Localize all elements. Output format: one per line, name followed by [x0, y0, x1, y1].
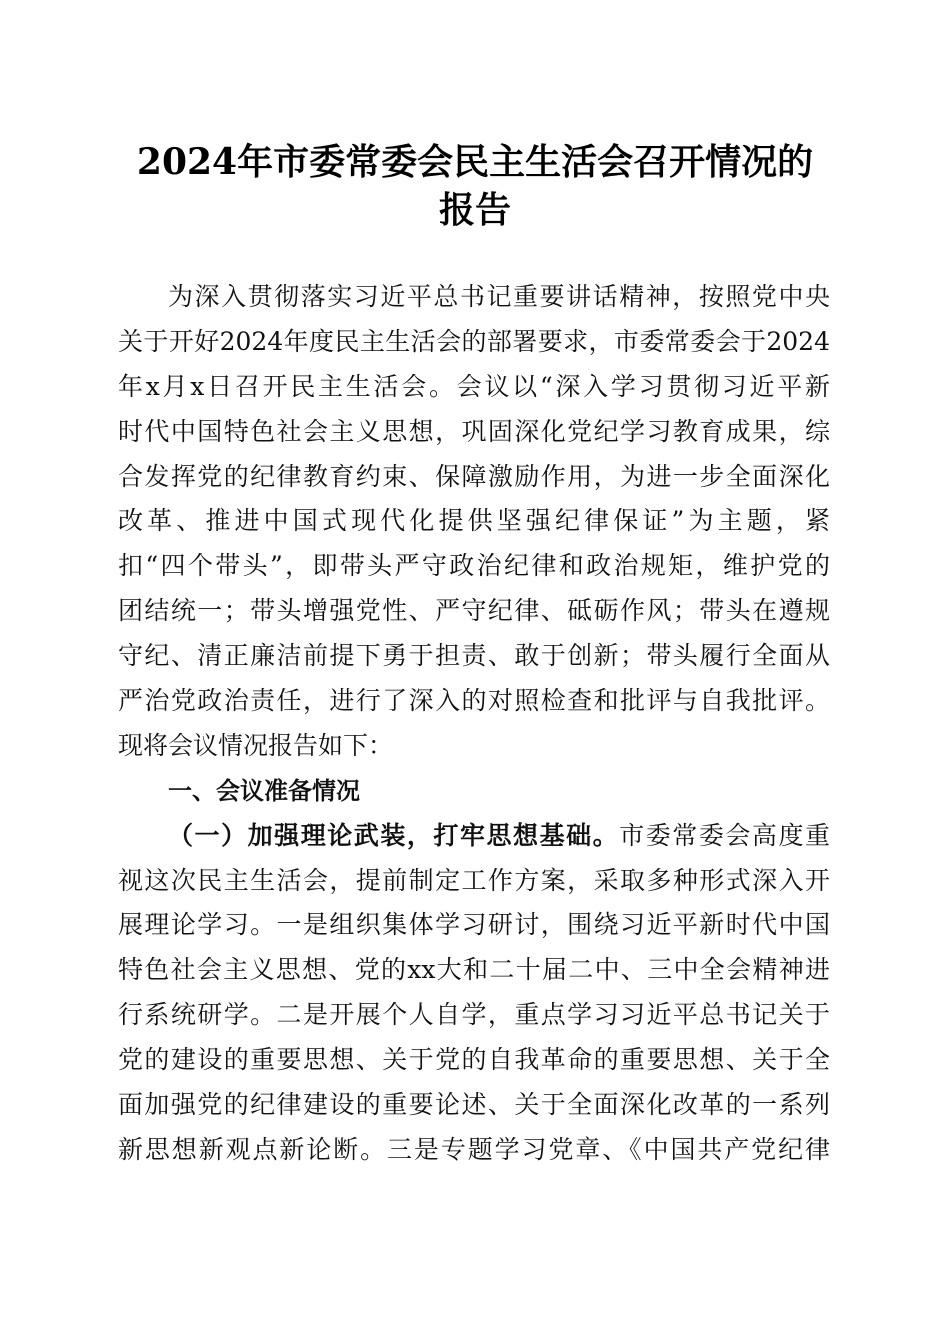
section-heading: 一、会议准备情况: [168, 776, 360, 805]
document-body: [118, 275, 830, 1173]
paragraph-line: 扣“四个带头”，即带头严守政治纪律和政治规矩，维护党的: [118, 551, 830, 581]
paragraph-line: 为深入贯彻落实习近平总书记重要讲话精神，按照党中央: [168, 282, 830, 311]
paragraph-line: 党的建设的重要思想、关于党的自我革命的重要思想、关于全: [118, 1045, 830, 1075]
paragraph-line: 新思想新观点新论断。三是专题学习党章、《中国共产党纪律: [118, 1134, 830, 1164]
paragraph-line: 面加强党的纪律建设的重要论述、关于全面深化改革的一系列: [118, 1090, 830, 1120]
paragraph-line: 时代中国特色社会主义思想，巩固深化党纪学习教育成果，综: [118, 416, 830, 446]
document-title: 2024年市委常委会民主生活会召开情况的报告: [136, 141, 814, 231]
paragraph-line: 特色社会主义思想、党的xx大和二十届二中、三中全会精神进: [118, 955, 830, 985]
paragraph-line: [118, 814, 830, 859]
paragraph-line: 改革、推进中国式现代化提供坚强纪律保证”为主题，紧: [118, 506, 830, 536]
paragraph-line: 守纪、清正廉洁前提下勇于担责、敢于创新；带头履行全面从: [118, 641, 830, 671]
paragraph-line: 展理论学习。一是组织集体学习研讨，围绕习近平新时代中国: [118, 910, 830, 940]
paragraph-line: 合发挥党的纪律教育约束、保障激励作用，为进一步全面深化: [118, 461, 830, 491]
paragraph-line: 现将会议情况报告如下：: [118, 730, 394, 760]
subsection-paragraph: [118, 814, 830, 1173]
paragraph-line: 关于开好2024年度民主生活会的部署要求，市委常委会于2024: [118, 326, 830, 356]
paragraph-line: 年x月x日召开民主生活会。会议以“深入学习贯彻习近平新: [118, 371, 830, 401]
paragraph-text: 市委常委会高度重: [619, 820, 830, 850]
paragraph-line: 严治党政治责任，进行了深入的对照检查和批评与自我批评。: [118, 686, 830, 716]
paragraph-line: 团结统一；带头增强党性、严守纪律、砥砺作风；带头在遵规: [118, 596, 830, 626]
paragraph-line: 视这次民主生活会，提前制定工作方案，采取多种形式深入开: [118, 865, 830, 895]
paragraph-line: 行系统研学。二是开展个人自学，重点学习习近平总书记关于: [118, 1000, 830, 1030]
subsection-lead: （一）加强理论武装，打牢思想基础。: [168, 820, 620, 850]
paragraph-intro: [118, 275, 830, 769]
